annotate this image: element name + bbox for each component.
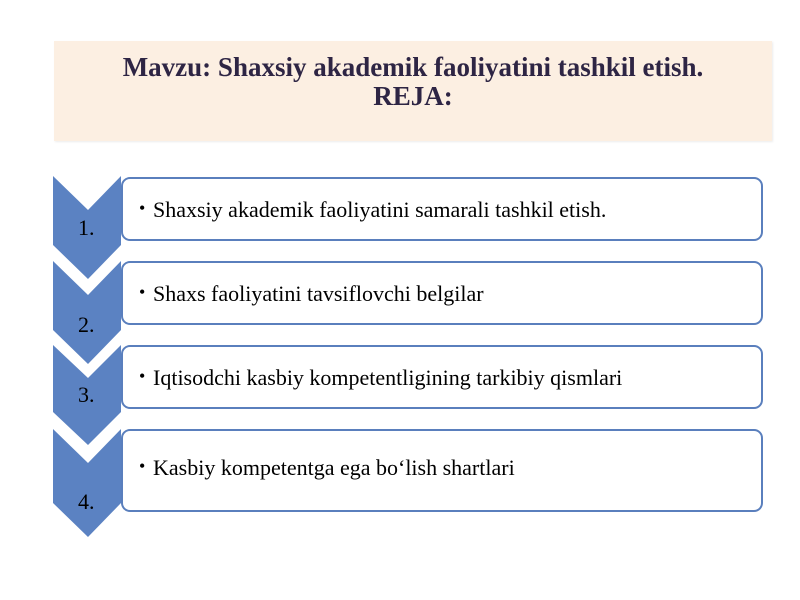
plan-item-text: • Iqtisodchi kasbiy kompetentligining tarkibiy qismlari [139, 365, 623, 390]
chevron-4 [53, 429, 121, 537]
bullet-icon: • [139, 282, 146, 302]
bullet-icon: • [139, 198, 146, 218]
plan-item-box [121, 345, 763, 409]
plan-item-number: 2. [78, 312, 95, 337]
plan-item-number: 4. [78, 489, 95, 514]
plan-item-number: 3. [78, 382, 95, 407]
bullet-icon: • [139, 456, 146, 476]
plan-item-number: 1. [78, 215, 95, 240]
plan-item-text: • Kasbiy kompetentga ega bo‘lish shartlari [139, 455, 515, 480]
plan-item-box [121, 177, 763, 241]
slide-title: Mavzu: Shaxsiy akademik faoliyatini tashkil etish. [122, 52, 704, 82]
plan-item-box [121, 261, 763, 325]
plan-item-text: • Shaxs faoliyatini tavsiflovchi belgilar [139, 281, 484, 306]
plan-item-text: • Shaxsiy akademik faoliyatini samarali tashkil etish. [139, 197, 607, 222]
bullet-icon: • [139, 366, 146, 386]
slide-subtitle-reja: REJA: [373, 81, 453, 111]
plan-item-box [121, 429, 763, 512]
